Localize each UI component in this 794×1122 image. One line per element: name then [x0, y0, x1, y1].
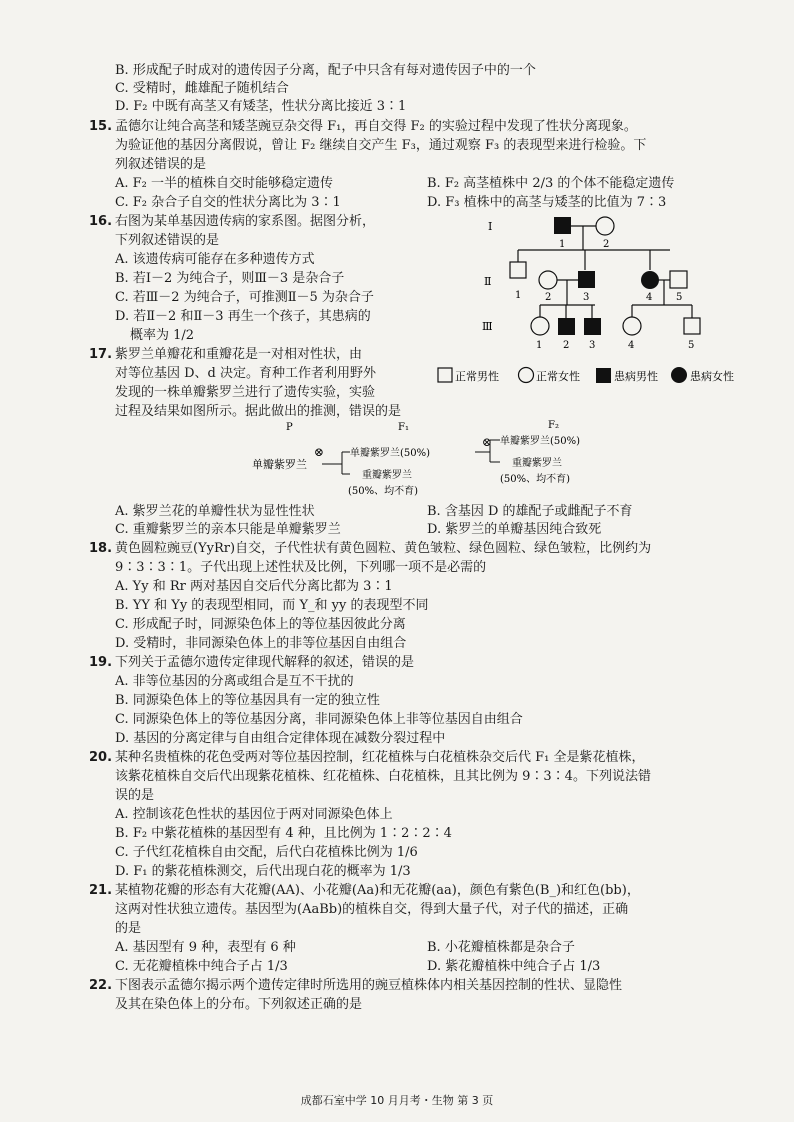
q17-stem-line1: 紫罗兰单瓣花和重瓣花是一对相对性状，由	[115, 347, 363, 362]
cross-f2-single: 单瓣紫罗兰(50%)	[500, 436, 581, 447]
cross-self-symbol-2: ⊗	[482, 435, 493, 449]
q22-stem-line1: 下图表示孟德尔揭示两个遗传定律时所选用的豌豆植株体内相关基因控制的性状、显隐性	[115, 978, 623, 993]
q20-stem-line2: 该紫花植株自交后代出现紫花植株、红花植株、白花植株，且其比例为 9∶3∶4。下列说法错	[115, 769, 651, 784]
pedigree-ii4-label: 4	[646, 292, 653, 303]
legend-normal-female-symbol	[519, 368, 534, 383]
legend-normal-male-label: 正常男性	[455, 370, 499, 383]
pedigree-iii3-label: 3	[589, 340, 596, 351]
q17-number: 17.	[89, 347, 113, 362]
pedigree-gen-1: Ⅰ	[488, 220, 493, 233]
q16-option-b: B. 若Ⅰ－2 为纯合子，则Ⅲ－3 是杂合子	[115, 271, 345, 286]
cross-f1-double-note: (50%、均不育)	[348, 486, 419, 497]
q19-option-a: A. 非等位基因的分离或组合是互不干扰的	[115, 674, 354, 689]
q16-stem-line2: 下列叙述错误的是	[115, 233, 220, 248]
q17-option-b: B. 含基因 D 的雄配子或雌配子不育	[427, 504, 633, 519]
q18-option-a: A. Yy 和 Rr 两对基因自交后代分离比都为 3∶1	[115, 579, 393, 594]
pedigree-ii5-normal-male	[670, 271, 687, 288]
legend-affected-male-symbol	[596, 368, 611, 383]
q15-stem-line3: 列叙述错误的是	[115, 157, 207, 172]
pedigree-i2-label: 2	[603, 239, 610, 250]
q19-option-b: B. 同源染色体上的等位基因具有一定的独立性	[115, 693, 380, 708]
q18-number: 18.	[89, 541, 113, 556]
q17-stem-line3: 发现的一株单瓣紫罗兰进行了遗传实验，实验	[115, 385, 376, 400]
q16-stem-line1: 右图为某单基因遗传病的家系图。据图分析，	[115, 214, 376, 229]
q15-option-d: D. F₃ 植株中的高茎与矮茎的比值为 7∶3	[427, 195, 667, 210]
legend-normal-male-symbol	[438, 368, 452, 382]
cross-diagram	[250, 418, 630, 500]
legend-affected-male-label: 患病男性	[614, 370, 658, 383]
q20-number: 20.	[89, 750, 113, 765]
pedigree-i1-affected-male	[554, 217, 571, 234]
pedigree-ii2-label: 2	[545, 292, 552, 303]
q17-option-c: C. 重瓣紫罗兰的亲本只能是单瓣紫罗兰	[115, 522, 341, 537]
q16-option-a: A. 该遗传病可能存在多种遗传方式	[115, 252, 315, 267]
cross-parent-label: 单瓣紫罗兰	[252, 458, 307, 471]
q21-number: 21.	[89, 883, 113, 898]
q15-stem-line1: 孟德尔让纯合高茎和矮茎豌豆杂交得 F₁，再自交得 F₂ 的实验过程中发现了性状分离现象。	[115, 119, 637, 134]
q16-option-d-line1: D. 若Ⅱ－2 和Ⅱ－3 再生一个孩子，其患病的	[115, 309, 371, 324]
q21-option-d: D. 紫花瓣植株中纯合子占 1/3	[427, 959, 601, 974]
cross-p-label: P	[286, 422, 293, 433]
pedigree-iii4-normal-female	[623, 317, 641, 335]
q18-option-c: C. 形成配子时，同源染色体上的等位基因彼此分离	[115, 617, 406, 632]
legend-normal-female-label: 正常女性	[536, 370, 580, 383]
pedigree-gen-3: Ⅲ	[482, 320, 493, 333]
q19-option-c: C. 同源染色体上的等位基因分离，非同源染色体上非等位基因自由组合	[115, 712, 523, 727]
pedigree-gen-2: Ⅱ	[484, 275, 492, 288]
q15-option-c: C. F₂ 杂合子自交的性状分离比为 3∶1	[115, 195, 341, 210]
q16-option-c: C. 若Ⅲ－2 为纯合子，可推测Ⅱ－5 为杂合子	[115, 290, 374, 305]
pedigree-ii4-affected-female	[641, 271, 659, 289]
q14-option-b: B. 形成配子时成对的遗传因子分离，配子中只含有每对遗传因子中的一个	[115, 63, 536, 78]
q18-stem-line1: 黄色圆粒豌豆(YyRr)自交，子代性状有黄色圆粒、黄色皱粒、绿色圆粒、绿色皱粒，比例约为	[115, 541, 652, 556]
legend-affected-female-symbol	[671, 367, 687, 383]
q17-stem-line4: 过程及结果如图所示。据此做出的推测，错误的是	[115, 404, 402, 419]
pedigree-ii3-label: 3	[583, 292, 590, 303]
page-footer: 成都石室中学 10 月月考・生物 第 3 页	[300, 1094, 494, 1107]
q20-option-a: A. 控制该花色性状的基因位于两对同源染色体上	[115, 807, 393, 822]
pedigree-i2-normal-female	[596, 217, 614, 235]
q21-stem-line3: 的是	[115, 921, 142, 936]
pedigree-ii1-normal-male	[510, 262, 526, 278]
pedigree-iii2-label: 2	[563, 340, 570, 351]
pedigree-iii2-affected-male	[558, 318, 575, 335]
q22-number: 22.	[89, 978, 113, 993]
pedigree-ii1-label: 1	[515, 290, 522, 301]
cross-f1-double: 重瓣紫罗兰	[362, 470, 412, 481]
pedigree-iii1-normal-female	[531, 317, 549, 335]
q14-option-c: C. 受精时，雌雄配子随机结合	[115, 81, 289, 96]
q21-option-c: C. 无花瓣植株中纯合子占 1/3	[115, 959, 288, 974]
q17-stem-line2: 对等位基因 D、d 决定。育种工作者利用野外	[115, 366, 377, 381]
pedigree-i1-label: 1	[559, 239, 566, 250]
pedigree-iii5-normal-male	[684, 318, 700, 334]
pedigree-legend	[436, 366, 766, 386]
cross-f2-double: 重瓣紫罗兰	[512, 458, 562, 469]
cross-self-symbol-1: ⊗	[314, 445, 325, 459]
q20-stem-line3: 误的是	[115, 788, 155, 803]
pedigree-iii4-label: 4	[628, 340, 635, 351]
q21-stem-line1: 某植物花瓣的形态有大花瓣(AA)、小花瓣(Aa)和无花瓣(aa)，颜色有紫色(B_)和红色(bb)，	[115, 883, 640, 898]
pedigree-iii5-label: 5	[688, 340, 695, 351]
q18-option-d: D. 受精时，非同源染色体上的非等位基因自由组合	[115, 636, 407, 651]
pedigree-ii2-normal-female	[539, 271, 557, 289]
q16-number: 16.	[89, 214, 113, 229]
q16-option-d-line2: 概率为 1/2	[130, 328, 195, 343]
cross-f2-double-note: (50%、均不育)	[500, 474, 571, 485]
q19-option-d: D. 基因的分离定律与自由组合定律体现在减数分裂过程中	[115, 731, 446, 746]
q15-stem-line2: 为验证他的基因分离假说，曾让 F₂ 继续自交产生 F₃，通过观察 F₃ 的表现型来进行检验。下	[115, 138, 647, 153]
q19-stem: 下列关于孟德尔遗传定律现代解释的叙述，错误的是	[115, 655, 415, 670]
q18-option-b: B. YY 和 Yy 的表现型相同，而 Y_和 yy 的表现型不同	[115, 598, 429, 613]
q15-number: 15.	[89, 119, 113, 134]
cross-f2-label: F₂	[548, 420, 559, 431]
q20-stem-line1: 某种名贵植株的花色受两对等位基因控制，红花植株与白花植株杂交后代 F₁ 全是紫花植株，	[115, 750, 645, 765]
q20-option-c: C. 子代红花植株自由交配，后代白花植株比例为 1/6	[115, 845, 418, 860]
pedigree-ii3-affected-male	[578, 271, 595, 288]
cross-f1-single: 单瓣紫罗兰(50%)	[350, 448, 431, 459]
q17-option-d: D. 紫罗兰的单瓣基因纯合致死	[427, 522, 602, 537]
pedigree-ii5-label: 5	[676, 292, 683, 303]
q15-option-a: A. F₂ 一半的植株自交时能够稳定遗传	[115, 176, 334, 191]
legend-affected-female-label: 患病女性	[690, 370, 734, 383]
q20-option-b: B. F₂ 中紫花植株的基因型有 4 种，且比例为 1∶2∶2∶4	[115, 826, 452, 841]
pedigree-chart	[470, 210, 760, 370]
q14-option-d: D. F₂ 中既有高茎又有矮茎，性状分离比接近 3∶1	[115, 99, 407, 114]
q15-option-b: B. F₂ 高茎植株中 2/3 的个体不能稳定遗传	[427, 176, 675, 191]
q20-option-d: D. F₁ 的紫花植株测交，后代出现白花的概率为 1/3	[115, 864, 411, 879]
q18-stem-line2: 9∶3∶3∶1。子代出现上述性状及比例，下列哪一项不是必需的	[115, 560, 487, 575]
q21-option-b: B. 小花瓣植株都是杂合子	[427, 940, 575, 955]
pedigree-iii1-label: 1	[536, 340, 543, 351]
q21-option-a: A. 基因型有 9 种，表型有 6 种	[115, 940, 296, 955]
q22-stem-line2: 及其在染色体上的分布。下列叙述正确的是	[115, 997, 363, 1012]
q21-stem-line2: 这两对性状独立遗传。基因型为(AaBb)的植株自交，得到大量子代，对子代的描述，正确	[115, 902, 629, 917]
cross-f1-label: F₁	[398, 422, 409, 433]
pedigree-iii3-affected-male	[584, 318, 601, 335]
q17-option-a: A. 紫罗兰花的单瓣性状为显性性状	[115, 504, 315, 519]
q19-number: 19.	[89, 655, 113, 670]
